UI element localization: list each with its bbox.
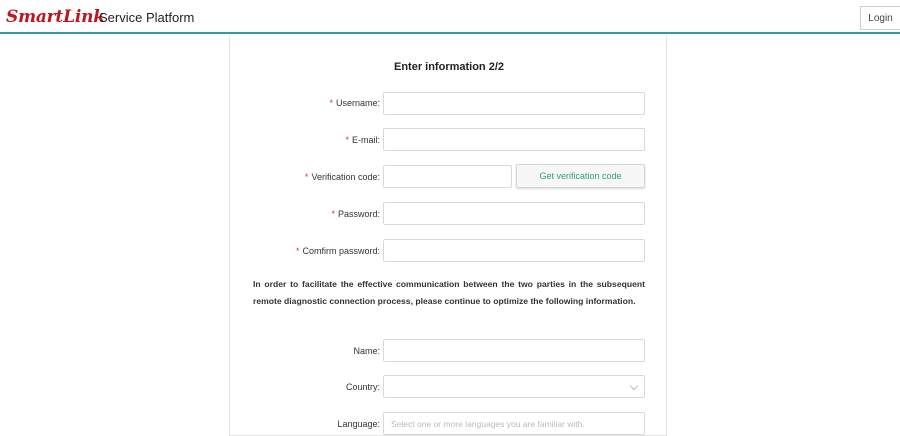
country-label: Country: [345, 382, 380, 392]
top-header [0, 0, 900, 34]
login-button[interactable]: Login [860, 6, 900, 30]
email-input[interactable] [383, 128, 645, 151]
required-marker: * [329, 98, 333, 108]
name-input[interactable] [383, 339, 645, 362]
verification-code-input[interactable] [383, 165, 512, 188]
name-label: Name: [353, 346, 380, 356]
registration-panel [229, 36, 667, 436]
language-placeholder: Select one or more languages you are familiar with. [391, 418, 585, 429]
info-note: In order to facilitate the effective communication between the two parties in the subsequent remote diagnostic connection process, please continue to optimize the following information. [253, 279, 645, 306]
required-marker: * [304, 172, 309, 182]
platform-title: Service Platform [99, 10, 195, 25]
confirm-password-input[interactable] [383, 239, 645, 262]
password-label: * Password: [331, 209, 380, 219]
get-verification-code-button[interactable]: Get verification code [516, 164, 645, 188]
email-label: * E-mail: [345, 135, 380, 145]
chevron-down-icon [630, 382, 638, 390]
confirm-password-label: * Comfirm password: [295, 246, 380, 256]
smartlink-logo[interactable]: SmartLink [6, 7, 105, 27]
required-marker: * [295, 246, 300, 256]
form-title: Enter information 2/2 [393, 61, 505, 73]
verification-code-label: * Verification code: [304, 172, 380, 182]
language-label: Language: [337, 419, 380, 429]
country-select[interactable] [383, 375, 645, 398]
username-label: * Username: [329, 98, 380, 108]
username-input[interactable] [383, 92, 645, 115]
required-marker: * [331, 209, 335, 219]
password-input[interactable] [383, 202, 645, 225]
language-select[interactable] [383, 412, 645, 435]
required-marker: * [345, 135, 349, 145]
